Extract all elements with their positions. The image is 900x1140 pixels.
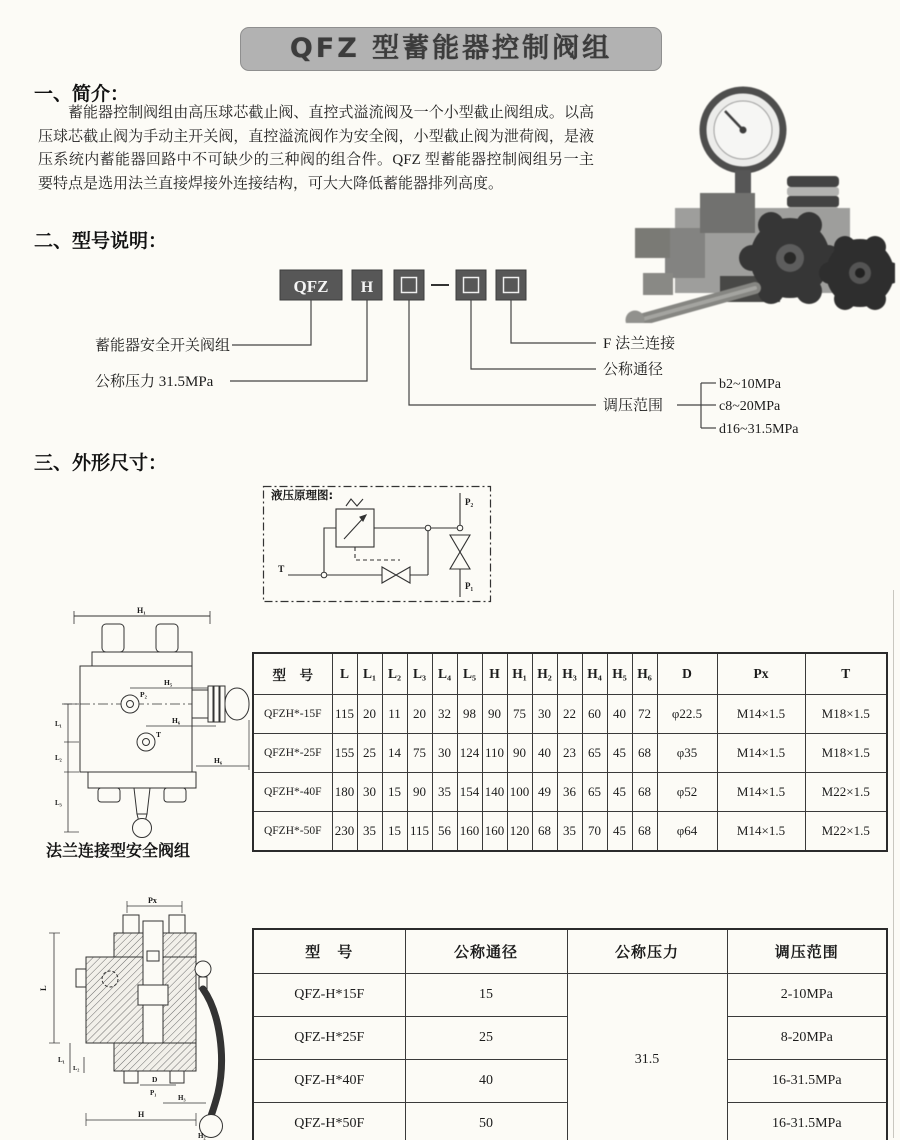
port-label-t: T	[278, 565, 285, 575]
range-cell: 2-10MPa	[727, 974, 887, 1017]
dim-label-h6: H₆	[172, 716, 181, 725]
schematic-border	[264, 487, 491, 602]
column-header: L₁	[357, 653, 382, 695]
table-cell: M22×1.5	[805, 812, 887, 852]
range-cell: 8-20MPa	[727, 1017, 887, 1060]
table-cell: M18×1.5	[805, 695, 887, 734]
table-cell: 160	[482, 812, 507, 852]
dim-label-px: Px	[148, 896, 157, 905]
model-code-box-flange	[496, 270, 526, 300]
table-cell: QFZH*-40F	[253, 773, 332, 812]
table-cell: 35	[357, 812, 382, 852]
column-header: H₄	[582, 653, 607, 695]
table-cell: 35	[557, 812, 582, 852]
column-header: 型 号	[253, 653, 332, 695]
dim-label-d: D	[152, 1075, 158, 1084]
column-header: L	[332, 653, 357, 695]
dim-label-h6b: H₆	[214, 756, 223, 765]
column-header: 公称压力	[567, 929, 727, 974]
table-cell: 45	[607, 773, 632, 812]
dimension-drawing-side-view	[52, 600, 252, 838]
table-row	[253, 974, 887, 1017]
table-cell: 30	[532, 695, 557, 734]
table-cell: φ52	[657, 773, 717, 812]
diameter-cell: 40	[405, 1060, 567, 1103]
dimension-drawing-cross-section	[30, 893, 245, 1140]
section-heading-model: 二、型号说明：	[34, 230, 168, 252]
table-cell: 11	[382, 695, 407, 734]
table-cell: QFZH*-15F	[253, 695, 332, 734]
range-option-c: c8~20MPa	[719, 399, 781, 414]
column-header: H₅	[607, 653, 632, 695]
label-nominal-pressure: 公称压力 31.5MPa	[95, 374, 214, 390]
column-header: L₂	[382, 653, 407, 695]
table-cell: 25	[357, 734, 382, 773]
diameter-cell: 25	[405, 1017, 567, 1060]
table-cell: 56	[432, 812, 457, 852]
table-cell: 20	[357, 695, 382, 734]
table-row	[253, 695, 887, 734]
dim-label-l: L	[38, 985, 48, 991]
table-cell: 90	[507, 734, 532, 773]
column-header: 型 号	[253, 929, 405, 974]
table-cell: 45	[607, 812, 632, 852]
table-cell: 32	[432, 695, 457, 734]
table-cell: 60	[582, 695, 607, 734]
dim-label-h3: H₃	[178, 1094, 186, 1102]
table-cell: 115	[407, 812, 432, 852]
model-code-pressure: H	[360, 279, 374, 296]
shutoff-valve-symbol	[382, 567, 410, 583]
label-pressure-range: 调压范围	[603, 398, 664, 414]
port-label-p2: P₂	[140, 690, 147, 699]
port-label-t: T	[156, 730, 162, 739]
table-cell: M14×1.5	[717, 773, 805, 812]
table-cell: 70	[582, 812, 607, 852]
column-header: 公称通径	[405, 929, 567, 974]
table-cell: 68	[632, 734, 657, 773]
column-header: L₃	[407, 653, 432, 695]
dim-label-l1: L₁	[58, 1056, 65, 1064]
model-code-diagram	[60, 262, 870, 447]
table-cell: 115	[332, 695, 357, 734]
table-cell: 23	[557, 734, 582, 773]
ball-valve-symbol	[450, 535, 470, 569]
table-cell: 15	[382, 812, 407, 852]
model-code-box-diameter	[456, 270, 486, 300]
table-cell: 30	[432, 734, 457, 773]
port-label-p1: P₁	[150, 1089, 157, 1097]
table-cell: 75	[507, 695, 532, 734]
table-header-row	[253, 929, 887, 974]
table-cell: 68	[632, 812, 657, 852]
table-row	[253, 773, 887, 812]
model-code-box-range	[394, 270, 424, 300]
diameter-cell: 15	[405, 974, 567, 1017]
table-cell: 230	[332, 812, 357, 852]
dim-label-h2: H₂	[198, 1132, 206, 1140]
port-label-p2: P₂	[465, 497, 474, 507]
page-title: QFZ 型蓄能器控制阀组	[240, 27, 662, 71]
column-header: H	[482, 653, 507, 695]
table-cell: 65	[582, 734, 607, 773]
table-cell: 49	[532, 773, 557, 812]
table-cell: M14×1.5	[717, 695, 805, 734]
port-label-p1: P₁	[465, 581, 474, 591]
table-cell: φ64	[657, 812, 717, 852]
table-cell: 22	[557, 695, 582, 734]
table-cell: 124	[457, 734, 482, 773]
table-cell: M14×1.5	[717, 734, 805, 773]
dim-label-l2: L₂	[55, 754, 62, 762]
column-header: T	[805, 653, 887, 695]
column-header: L₄	[432, 653, 457, 695]
table-row	[253, 812, 887, 852]
label-flange-connection: F 法兰连接	[603, 336, 676, 352]
model-cell: QFZ-H*50F	[253, 1103, 405, 1140]
dim-label-l2: L₂	[73, 1065, 80, 1072]
dim-label-h1: H₁	[137, 606, 146, 615]
column-header: H₂	[532, 653, 557, 695]
table-cell: 100	[507, 773, 532, 812]
range-cell: 16-31.5MPa	[727, 1060, 887, 1103]
specifications-table	[252, 928, 888, 1140]
dim-label-l3: L₃	[55, 799, 62, 807]
table-cell: 154	[457, 773, 482, 812]
table-cell: 155	[332, 734, 357, 773]
range-cell: 16-31.5MPa	[727, 1103, 887, 1140]
table-cell: 180	[332, 773, 357, 812]
dim-label-l1: L₁	[55, 720, 62, 728]
table-cell: 160	[457, 812, 482, 852]
section-heading-dimensions: 三、外形尺寸：	[34, 452, 168, 474]
table-cell: φ22.5	[657, 695, 717, 734]
column-header: H₆	[632, 653, 657, 695]
merged-pressure-cell: 31.5	[567, 974, 727, 1140]
table-cell: 75	[407, 734, 432, 773]
table-cell: 65	[582, 773, 607, 812]
table-cell: 14	[382, 734, 407, 773]
column-header: 调压范围	[727, 929, 887, 974]
model-cell: QFZ-H*15F	[253, 974, 405, 1017]
table-cell: 45	[607, 734, 632, 773]
table-cell: M22×1.5	[805, 773, 887, 812]
table-cell: 72	[632, 695, 657, 734]
range-option-b: b2~10MPa	[719, 377, 782, 392]
table-cell: 98	[457, 695, 482, 734]
range-option-d: d16~31.5MPa	[719, 422, 799, 437]
label-valve-group: 蓄能器安全开关阀组	[95, 338, 231, 354]
model-cell: QFZ-H*25F	[253, 1017, 405, 1060]
table-cell: 36	[557, 773, 582, 812]
table-cell: 110	[482, 734, 507, 773]
table-cell: 30	[357, 773, 382, 812]
hydraulic-schematic	[262, 485, 492, 603]
column-header: L₅	[457, 653, 482, 695]
table-cell: QFZH*-25F	[253, 734, 332, 773]
table-header-row	[253, 653, 887, 695]
table-row	[253, 734, 887, 773]
column-header: H₁	[507, 653, 532, 695]
relief-valve-symbol	[336, 499, 400, 560]
dim-label-h5: H₅	[164, 678, 173, 687]
column-header: H₃	[557, 653, 582, 695]
table-cell: 140	[482, 773, 507, 812]
diameter-cell: 50	[405, 1103, 567, 1140]
schematic-title: 液压原理图:	[271, 488, 334, 502]
table-cell: 90	[482, 695, 507, 734]
section-heading-intro: 一、简介：	[34, 83, 130, 105]
scan-edge-line	[893, 590, 894, 1138]
table-cell: QFZH*-50F	[253, 812, 332, 852]
table-cell: 15	[382, 773, 407, 812]
table-cell: 40	[532, 734, 557, 773]
column-header: Px	[717, 653, 805, 695]
table-cell: 35	[432, 773, 457, 812]
table-cell: φ35	[657, 734, 717, 773]
table-cell: 20	[407, 695, 432, 734]
label-nominal-diameter: 公称通径	[603, 362, 664, 378]
column-header: D	[657, 653, 717, 695]
table-cell: M14×1.5	[717, 812, 805, 852]
dim-label-h: H	[138, 1110, 145, 1119]
dimensions-table	[252, 652, 888, 852]
intro-paragraph: 蓄能器控制阀组由高压球芯截止阀、直控式溢流阀及一个小型截止阀组成。以高压球芯截止阀为手动主开关阀，直控溢流阀作为安全阀，小型截止阀为泄荷阀，是液压系统内蓄能器回路中不可缺少的三种阀的组合件。QFZ 型蓄能器控制阀组另一主要特点是选用法兰直接焊接外连接结构，可大大降低蓄能器排列高度。	[38, 105, 594, 192]
table-cell: 90	[407, 773, 432, 812]
table-cell: 120	[507, 812, 532, 852]
table-cell: 68	[532, 812, 557, 852]
model-cell: QFZ-H*40F	[253, 1060, 405, 1103]
drawing1-caption: 法兰连接型安全阀组	[46, 841, 191, 860]
table-cell: 68	[632, 773, 657, 812]
table-cell: M18×1.5	[805, 734, 887, 773]
table-cell: 40	[607, 695, 632, 734]
model-code-series: QFZ	[293, 277, 329, 296]
